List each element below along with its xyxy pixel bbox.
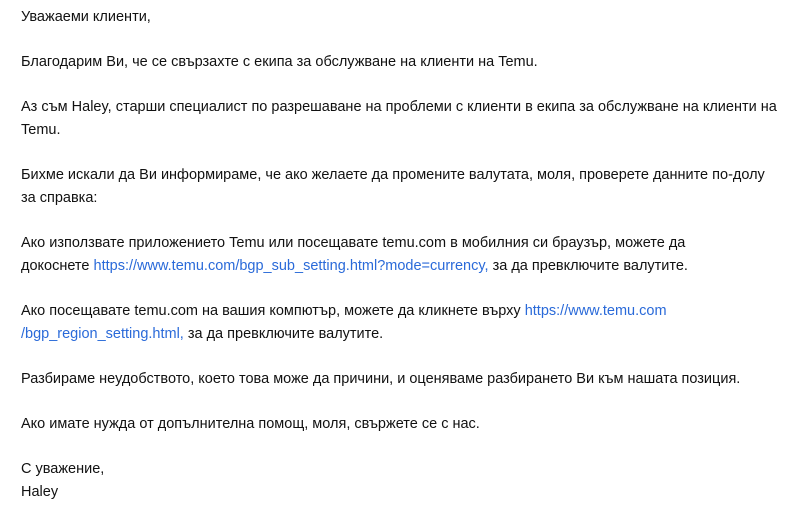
paragraph-desktop-instructions — [21, 300, 781, 346]
paragraph-apology: Разбираме неудобството, което това може да причини, и оценяваме разбирането Ви към нашата позиция. — [21, 371, 741, 387]
mobile-instructions-suffix: за да превключите валутите. — [488, 258, 688, 274]
currency-settings-link[interactable]: https://www.temu.com/bgp_sub_setting.html?mode=currency, — [93, 258, 489, 274]
paragraph-introduction: Аз съм Haley, старши специалист по разрешаване на проблеми с клиенти в екипа за обслужване на клиенти на Temu. — [21, 99, 777, 138]
region-settings-link-part2: /bgp_region_setting.html, — [21, 326, 184, 342]
signature-name: Haley — [21, 484, 59, 500]
desktop-instructions-suffix: за да превключите валутите. — [183, 326, 384, 342]
paragraph-contact: Ако имате нужда от допълнителна помощ, моля, свържете се с нас. — [21, 416, 480, 432]
paragraph-thanks: Благодарим Ви, че се свързахте с екипа за обслужване на клиенти на Temu. — [21, 54, 538, 70]
mobile-instructions-line: Ако използвате приложението Temu или посещавате temu.com в мобилния си браузър, можете да — [21, 235, 686, 251]
paragraph-currency-info: Бихме искали да Ви информираме, че ако желаете да промените валутата, моля, проверете данните по-долу за справка: — [21, 167, 765, 206]
closing-block — [21, 458, 781, 504]
closing-phrase: С уважение, — [21, 461, 105, 477]
region-settings-link-part1: https://www.temu.com — [524, 303, 667, 319]
desktop-instructions-prefix: Ако посещавате temu.com на вашия компютър, можете да кликнете върху — [21, 303, 525, 319]
paragraph-mobile-instructions — [21, 232, 781, 278]
greeting: Уважаеми клиенти, — [21, 9, 151, 25]
mobile-instructions-prefix: докоснете — [21, 258, 94, 274]
